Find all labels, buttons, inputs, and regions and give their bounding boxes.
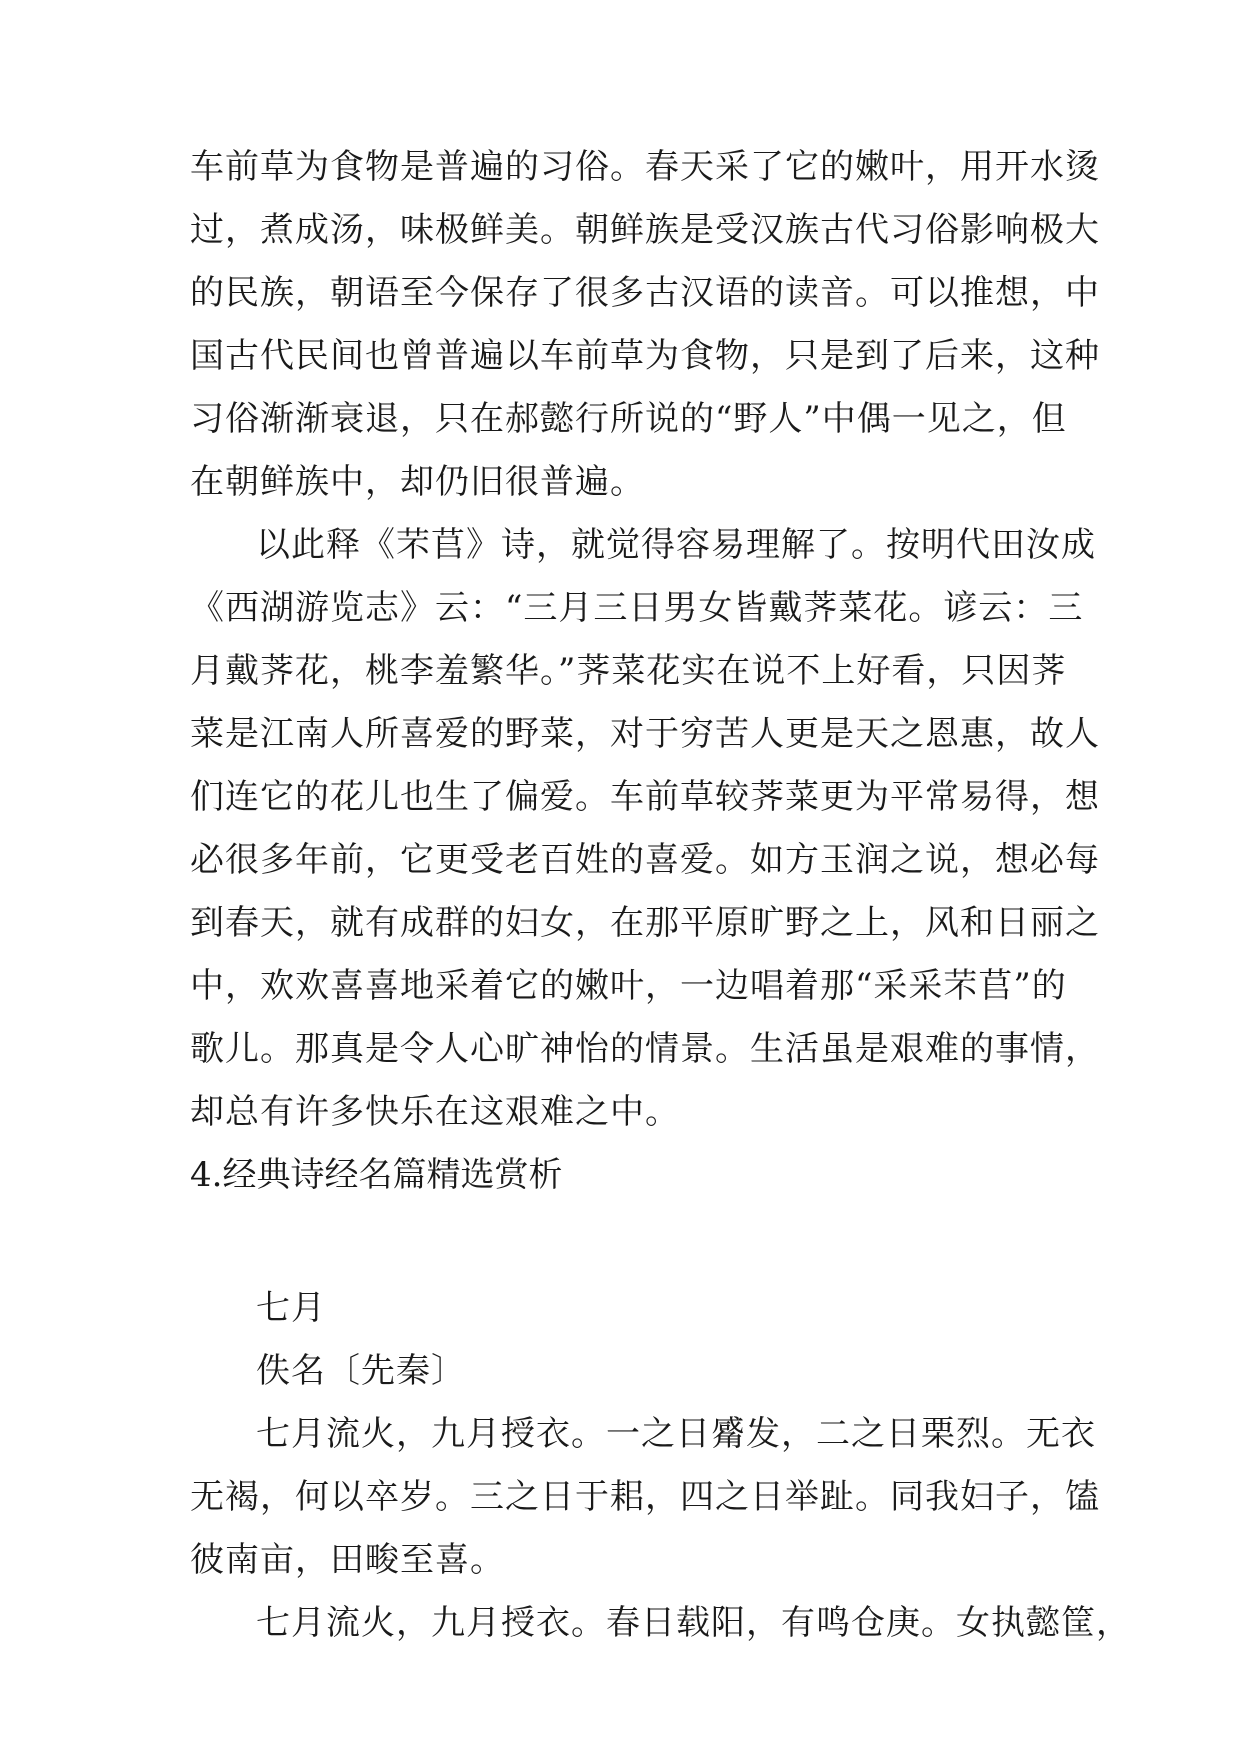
text-line: 习俗渐渐衰退，只在郝懿行所说的“野人”中偶一见之，但 <box>190 399 1067 439</box>
poem-line: 七月流火，九月授衣。一之日觱发，二之日栗烈。无衣 <box>256 1414 1096 1454</box>
text-line: 的民族，朝语至今保存了很多古汉语的读音。可以推想，中 <box>190 273 1100 313</box>
text-line: 国古代民间也曾普遍以车前草为食物，只是到了后来，这种 <box>190 336 1100 376</box>
poem-line: 无褐，何以卒岁。三之日于耜，四之日举趾。同我妇子，馌 <box>190 1477 1100 1517</box>
section-heading: 4.经典诗经名篇精选赏析 <box>190 1155 563 1195</box>
text-line: 车前草为食物是普遍的习俗。春天采了它的嫩叶，用开水烫 <box>190 147 1100 187</box>
text-line: 月戴荠花，桃李羞繁华。”荠菜花实在说不上好看，只因荠 <box>190 651 1067 691</box>
text-line: 中，欢欢喜喜地采着它的嫩叶，一边唱着那“采采芣苢”的 <box>190 966 1067 1006</box>
text-line: 《西湖游览志》云：“三月三日男女皆戴荠菜花。谚云：三 <box>190 588 1084 628</box>
text-line: 却总有许多快乐在这艰难之中。 <box>190 1092 680 1132</box>
text-line: 们连它的花儿也生了偏爱。车前草较荠菜更为平常易得，想 <box>190 777 1100 817</box>
text-line: 歌儿。那真是令人心旷神怡的情景。生活虽是艰难的事情， <box>190 1029 1100 1069</box>
text-line: 以此释《芣苢》诗，就觉得容易理解了。按明代田汝成 <box>256 525 1096 565</box>
poem-author: 佚名〔先秦〕 <box>256 1351 466 1391</box>
text-line: 过，煮成汤，味极鲜美。朝鲜族是受汉族古代习俗影响极大 <box>190 210 1100 250</box>
text-line: 菜是江南人所喜爱的野菜，对于穷苦人更是天之恩惠，故人 <box>190 714 1100 754</box>
poem-title: 七月 <box>256 1288 326 1328</box>
poem-line: 七月流火，九月授衣。春日载阳，有鸣仓庚。女执懿筐， <box>256 1603 1131 1643</box>
text-line: 必很多年前，它更受老百姓的喜爱。如方玉润之说，想必每 <box>190 840 1100 880</box>
poem-line: 彼南亩，田畯至喜。 <box>190 1540 505 1580</box>
text-line: 到春天，就有成群的妇女，在那平原旷野之上，风和日丽之 <box>190 903 1100 943</box>
text-line: 在朝鲜族中，却仍旧很普遍。 <box>190 462 645 502</box>
